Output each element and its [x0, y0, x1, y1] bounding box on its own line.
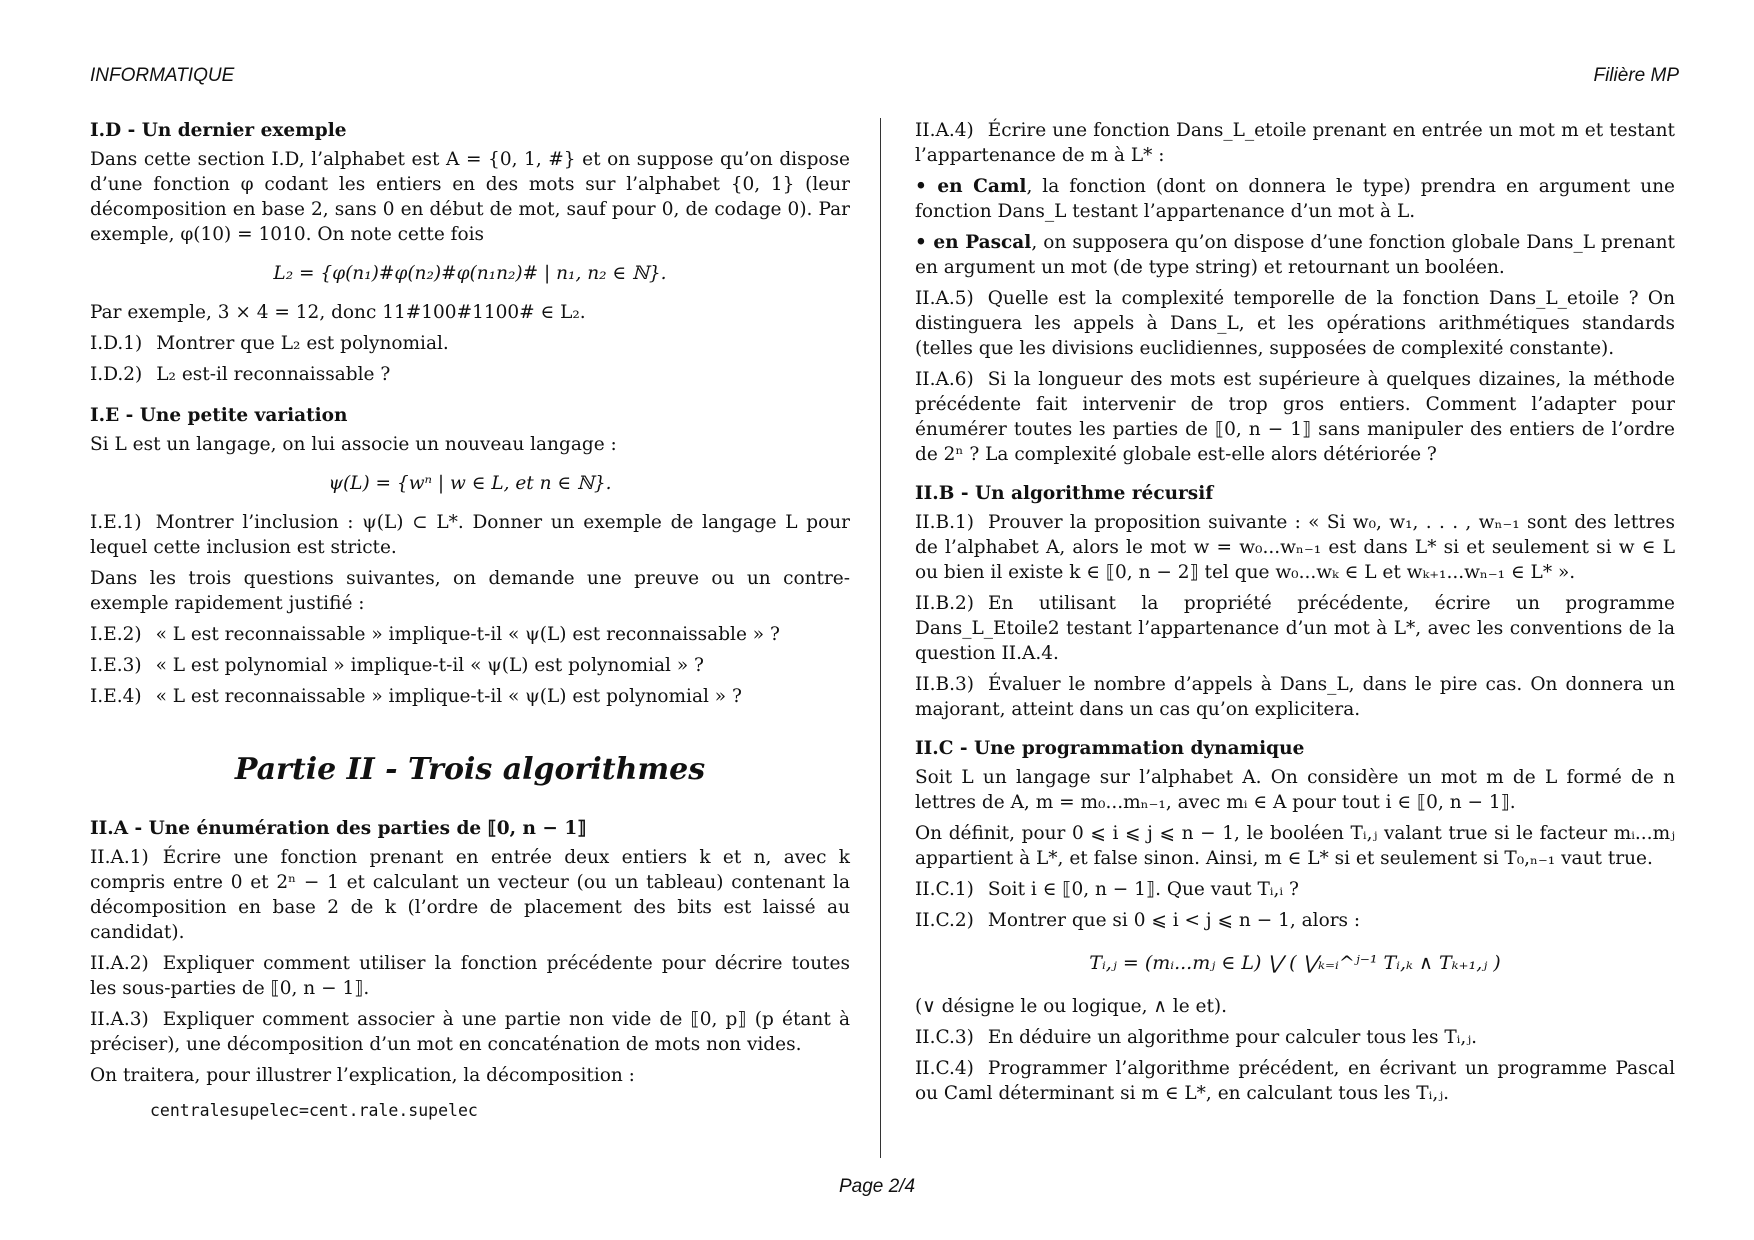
question-text: Évaluer le nombre d’appels à Dans_L, dans le pire cas. On donnera un majorant, atteint dans un cas qu’on explicitera. — [915, 674, 1675, 720]
question-ie3 — [90, 653, 850, 678]
question-number: II.C.2) — [915, 910, 974, 931]
question-iib1 — [915, 510, 1675, 585]
question-number: II.A.5) — [915, 288, 974, 309]
paragraph-iic-3: (∨ désigne le ou logique, ∧ le et). — [915, 996, 1228, 1017]
equation-l2: L₂ = {φ(n₁)#φ(n₂)#φ(n₁n₂)# | n₁, n₂ ∈ ℕ}. — [273, 263, 667, 284]
question-text: Montrer que si 0 ⩽ i < j ⩽ n − 1, alors : — [987, 910, 1361, 931]
question-number: II.A.1) — [90, 847, 149, 868]
column-divider — [880, 118, 881, 1158]
equation-tij: Tᵢ,ⱼ = (mᵢ...mⱼ ∈ L) ⋁ ( ⋁ₖ₌ᵢ^ʲ⁻¹ Tᵢ,ₖ ∧ Tₖ₊₁,ⱼ ) — [1089, 952, 1501, 974]
bullet-text: , la fonction (dont on donnera le type) prendra en argument une fonction Dans_L testant l’appartenance d’un mot à L. — [915, 176, 1675, 222]
question-text: Expliquer comment utiliser la fonction précédente pour décrire toutes les sous-parties de ⟦0, n − 1⟧. — [90, 953, 850, 999]
question-text: Si la longueur des mots est supérieure à quelques dizaines, la méthode précédente fait intervenir de trop gros entiers. Comment l’adapter pour énumérer toutes les parties de ⟦0, n − 1⟧ sans manipuler des entiers de l’ordre de 2ⁿ ? La complexité globale est-elle alors détériorée ? — [915, 369, 1675, 465]
paragraph-iia-1: On traitera, pour illustrer l’explication, la décomposition : — [90, 1065, 635, 1086]
question-number: I.E.3) — [90, 655, 142, 676]
question-iib2 — [915, 591, 1675, 666]
question-text: En déduire un algorithme pour calculer tous les Tᵢ,ⱼ. — [987, 1027, 1478, 1048]
question-text: Prouver la proposition suivante : « Si w₀, w₁, . . . , wₙ₋₁ sont des lettres de l’alphabet A, alors le mot w = w₀...wₙ₋₁ est dans L* si et seulement si w ∈ L ou bien il existe k ∈ ⟦0, n − 2⟧ tel que w₀...wₖ ∈ L et wₖ₊₁...wₙ₋₁ ∈ L* ». — [915, 512, 1675, 583]
question-id2 — [90, 362, 850, 387]
question-text: « L est reconnaissable » implique-t-il « ψ(L) est polynomial » ? — [155, 686, 742, 707]
question-text: « L est reconnaissable » implique-t-il « ψ(L) est reconnaissable » ? — [155, 624, 780, 645]
question-iia5 — [915, 286, 1675, 361]
question-iia4 — [915, 118, 1675, 168]
header-track: Filière MP — [1593, 65, 1679, 86]
part-title: Partie II - Trois algorithmes — [234, 752, 706, 787]
question-iic2 — [915, 908, 1675, 933]
question-iib3 — [915, 672, 1675, 722]
question-text: Soit i ∈ ⟦0, n − 1⟧. Que vaut Tᵢ,ᵢ ? — [987, 879, 1299, 900]
equation-psi: ψ(L) = {wⁿ | w ∈ L, et n ∈ ℕ}. — [328, 473, 612, 494]
question-text: Programmer l’algorithme précédent, en écrivant un programme Pascal ou Caml déterminant si m ∈ L*, en calculant tous les Tᵢ,ⱼ. — [915, 1058, 1675, 1104]
right-column — [915, 118, 1675, 1112]
question-text: Écrire une fonction Dans_L_etoile prenant en entrée un mot m et testant l’appartenance de m à L* : — [915, 120, 1675, 166]
paragraph-iic-2: On définit, pour 0 ⩽ i ⩽ j ⩽ n − 1, le booléen Tᵢ,ⱼ valant true si le facteur mᵢ...mⱼ appartient à L*, et false sinon. Ainsi, m ∈ L* si et seulement si T₀,ₙ₋₁ vaut true. — [915, 823, 1675, 869]
question-text: L₂ est-il reconnaissable ? — [156, 364, 391, 385]
question-iia2 — [90, 951, 850, 1001]
code-example: centralesupelec=cent.rale.supelec — [150, 1101, 478, 1120]
bullet-text: , on supposera qu’on dispose d’une fonction globale Dans_L prenant en argument un mot (de type string) et retournant un booléen. — [915, 232, 1675, 278]
question-number: I.D.2) — [90, 364, 143, 385]
question-number: II.C.4) — [915, 1058, 974, 1079]
question-number: II.A.2) — [90, 953, 149, 974]
section-title-iib: II.B - Un algorithme récursif — [915, 483, 1214, 504]
question-number: II.B.2) — [915, 593, 974, 614]
question-iic1 — [915, 877, 1675, 902]
paragraph-iic-1: Soit L un langage sur l’alphabet A. On considère un mot m de L formé de n lettres de A, m = m₀...mₙ₋₁, avec mᵢ ∈ A pour tout i ∈ ⟦0, n − 1⟧. — [915, 767, 1675, 813]
question-text: En utilisant la propriété précédente, écrire un programme Dans_L_Etoile2 testant l’appartenance d’un mot à L*, avec les conventions de la question II.A.4. — [915, 593, 1675, 664]
question-text: Montrer que L₂ est polynomial. — [156, 333, 449, 354]
question-iia6 — [915, 367, 1675, 467]
question-number: I.E.2) — [90, 624, 142, 645]
question-iia1 — [90, 845, 850, 945]
question-number: II.C.3) — [915, 1027, 974, 1048]
question-ie4 — [90, 684, 850, 709]
question-iia3 — [90, 1007, 850, 1057]
question-text: Quelle est la complexité temporelle de la fonction Dans_L_etoile ? On distinguera les appels à Dans_L, et les opérations arithmétiques standards (telles que les divisions euclidiennes, supposées de complexité constante). — [915, 288, 1675, 359]
question-number: II.B.1) — [915, 512, 974, 533]
question-number: II.A.4) — [915, 120, 974, 141]
question-number: II.A.3) — [90, 1009, 149, 1030]
page-number: Page 2/4 — [838, 1176, 916, 1197]
section-title-iic: II.C - Une programmation dynamique — [915, 738, 1305, 759]
question-iic4 — [915, 1056, 1675, 1106]
paragraph-ie-2: Dans les trois questions suivantes, on demande une preuve ou un contre-exemple rapidement justifié : — [90, 568, 850, 614]
paragraph-id-2: Par exemple, 3 × 4 = 12, donc 11#100#1100# ∈ L₂. — [90, 302, 586, 323]
bullet-label: • en Pascal — [915, 232, 1032, 253]
question-number: II.A.6) — [915, 369, 974, 390]
section-title-ie: I.E - Une petite variation — [90, 405, 348, 426]
bullet-caml — [915, 174, 1675, 224]
question-number: II.B.3) — [915, 674, 974, 695]
bullet-label: • en Caml — [915, 176, 1027, 197]
section-title-id: I.D - Un dernier exemple — [90, 120, 347, 141]
question-ie2 — [90, 622, 850, 647]
question-ie1 — [90, 510, 850, 560]
question-number: I.E.4) — [90, 686, 142, 707]
header-subject: INFORMATIQUE — [90, 65, 235, 86]
question-id1 — [90, 331, 850, 356]
question-text: Écrire une fonction prenant en entrée deux entiers k et n, avec k compris entre 0 et 2ⁿ − 1 et calculant un vecteur (ou un tableau) contenant la décomposition en base 2 de k (l’ordre de placement des bits est laissé au candidat). — [90, 847, 850, 943]
bullet-pascal — [915, 230, 1675, 280]
question-number: I.D.1) — [90, 333, 143, 354]
question-iic3 — [915, 1025, 1675, 1050]
question-number: II.C.1) — [915, 879, 974, 900]
paragraph-id-1: Dans cette section I.D, l’alphabet est A = {0, 1, #} et on suppose qu’on dispose d’une fonction φ codant les entiers en des mots sur l’alphabet {0, 1} (leur décomposition en base 2, sans 0 en début de mot, sauf pour 0, de codage 0). Par exemple, φ(10) = 1010. On note cette fois — [90, 149, 850, 245]
question-text: « L est polynomial » implique-t-il « ψ(L) est polynomial » ? — [155, 655, 704, 676]
question-number: I.E.1) — [90, 512, 142, 533]
paragraph-ie-1: Si L est un langage, on lui associe un nouveau langage : — [90, 434, 617, 455]
left-column — [90, 118, 850, 1123]
section-title-iia: II.A - Une énumération des parties de ⟦0, n − 1⟧ — [90, 818, 587, 839]
question-text: Expliquer comment associer à une partie non vide de ⟦0, p⟧ (p étant à préciser), une décomposition d’un mot en concaténation de mots non vides. — [90, 1009, 850, 1055]
question-text: Montrer l’inclusion : ψ(L) ⊂ L*. Donner un exemple de langage L pour lequel cette inclusion est stricte. — [90, 512, 850, 558]
